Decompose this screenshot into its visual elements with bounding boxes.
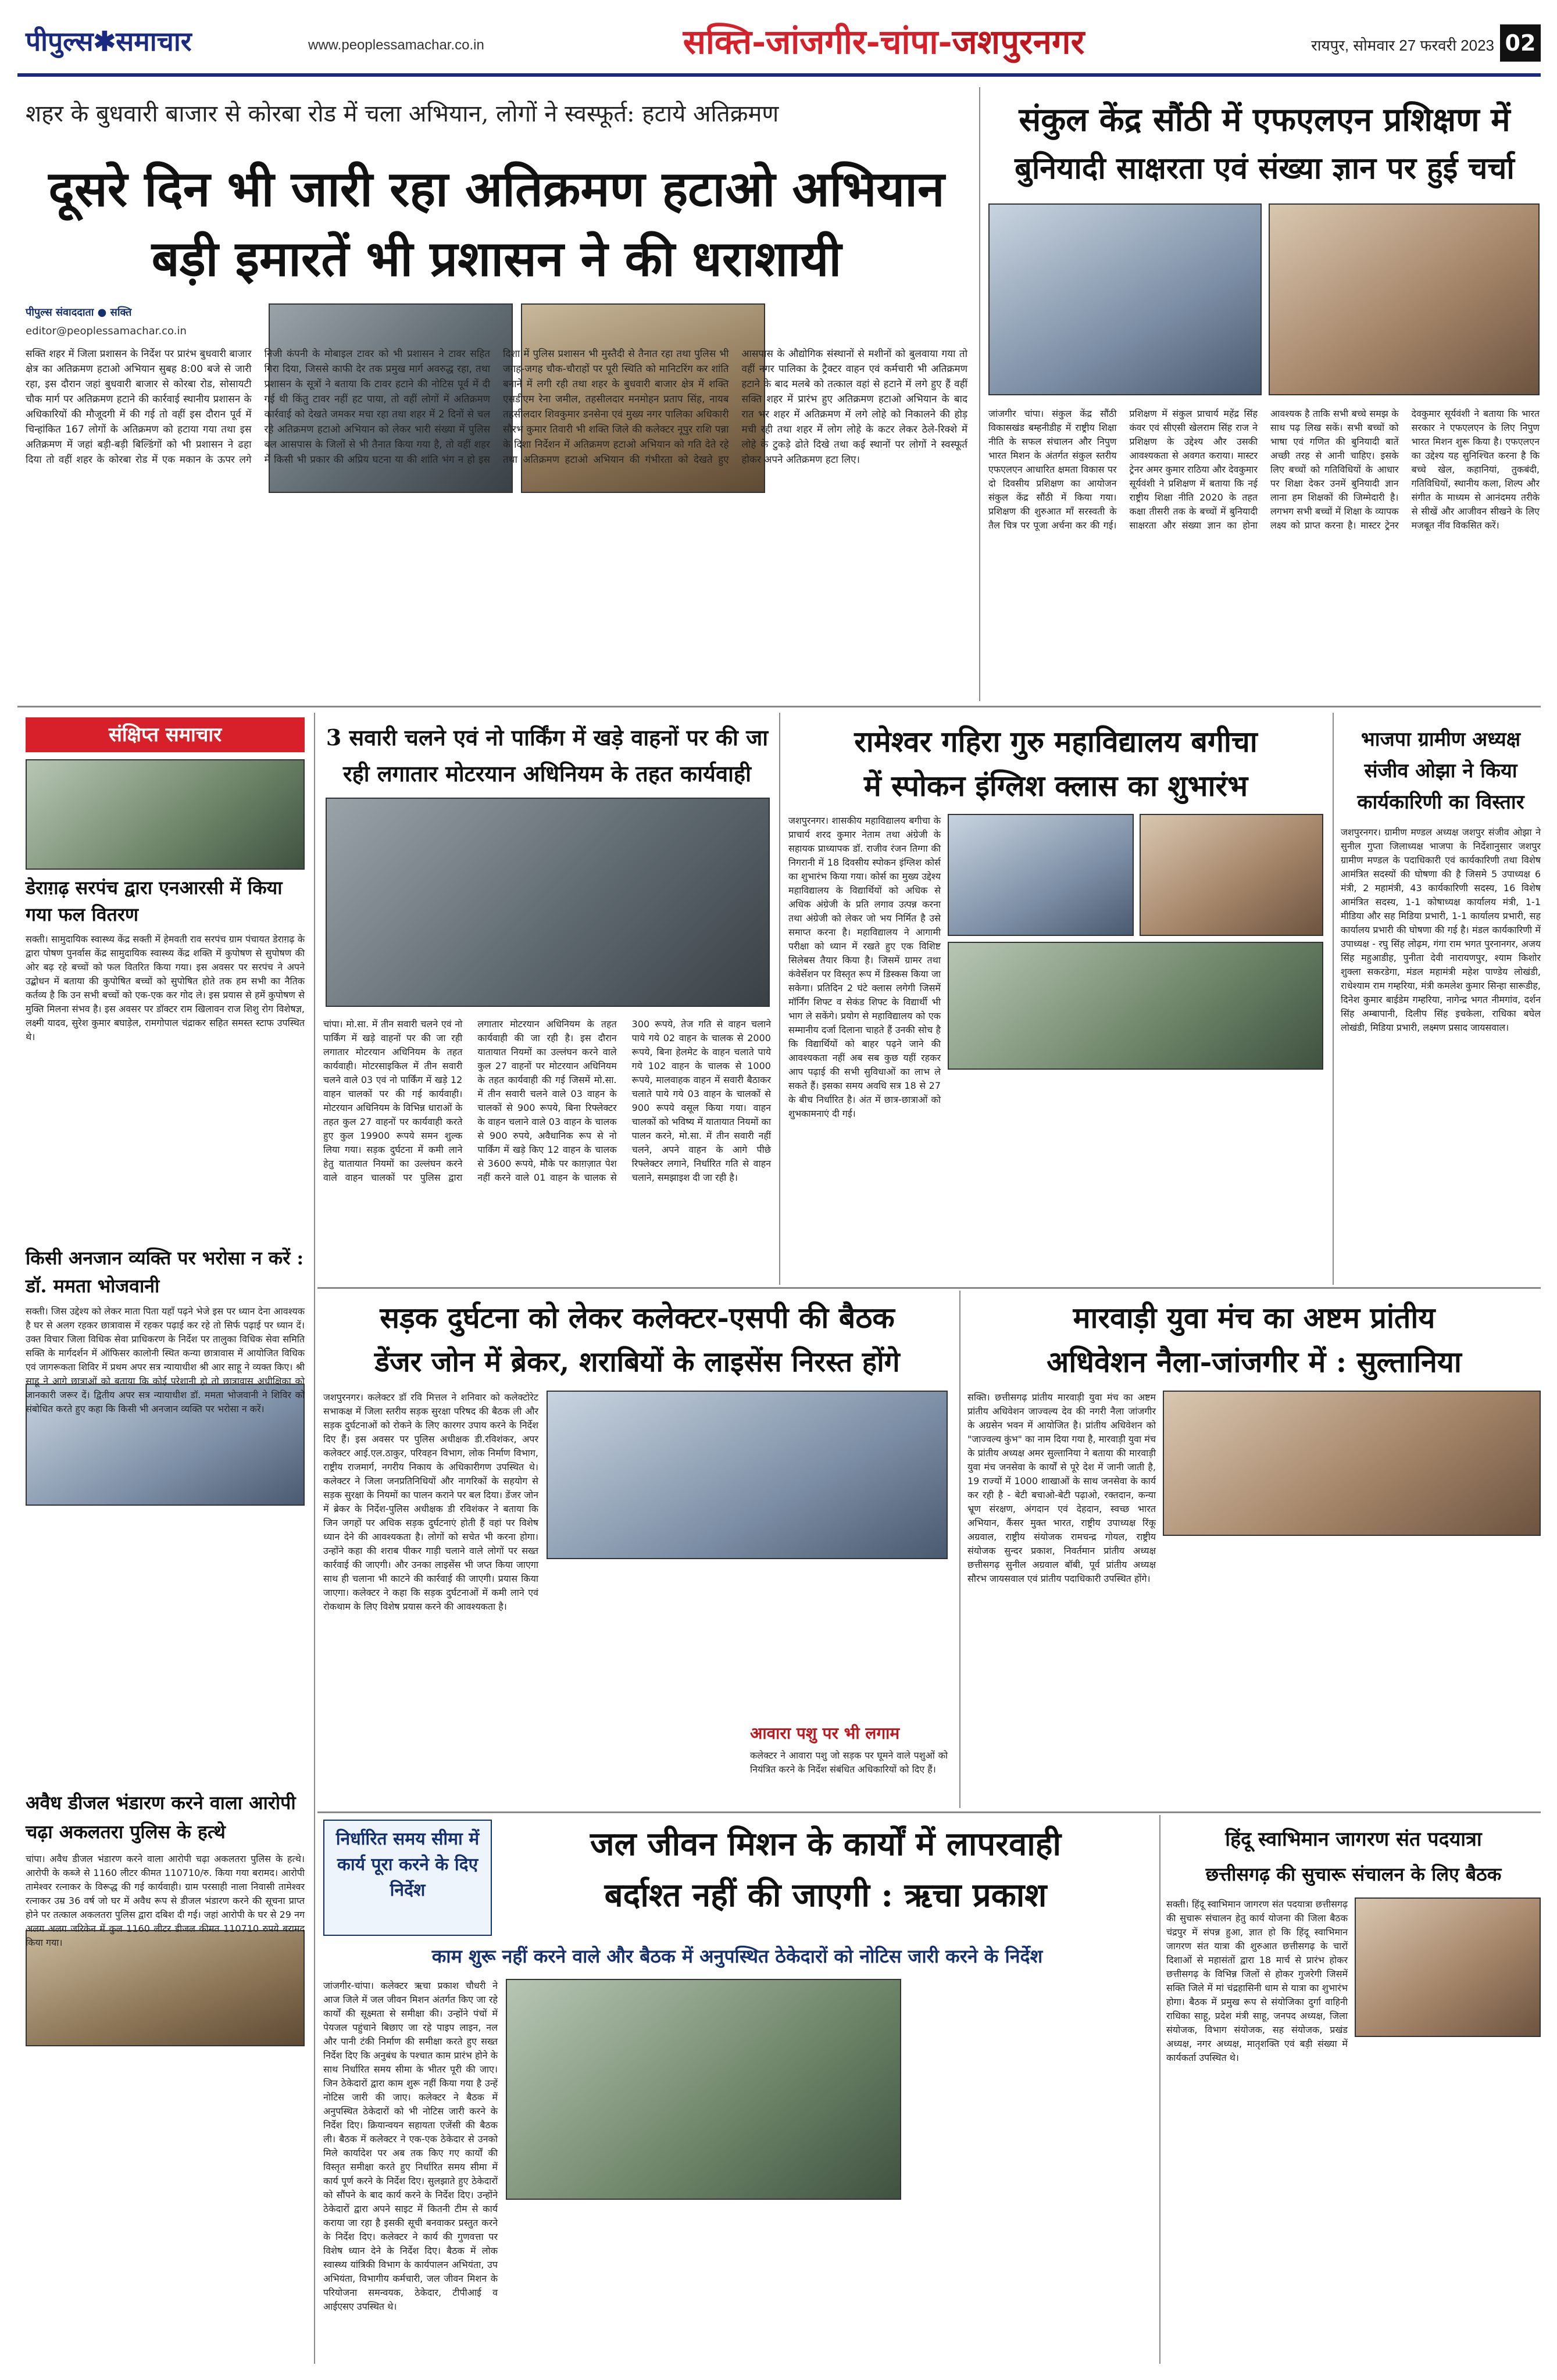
lead-body: सक्ति शहर में जिला प्रशासन के निर्देश पर प्रारंभ बुधवारी बाजार क्षेत्र का अतिक्रमण हटाओ अभियान सुबह 8:00 बजे से जारी रहा, इस दौरान जहां बुधवारी बाजार से कोरबा रोड, सोसायटी चौक मार्ग पर अतिक्रमण हटाने की कार्रवाई स्थानीय प्रशासन के अधिकारियों की मौजूदगी में की गई तो वहीं इस दौरान पूर्व में चिन्हांकित 167 लोगों के अतिक्रमण को हटाया गया तथा इस अतिक्रमण में जहां बड़ी-बड़ी बिल्डिंगों को भी प्रशासन ने ढहा दिया तो वहीं शहर के कोरबा रोड में एक मकान के ऊपर लगे निजी कंपनी के मोबाइल टावर को भी प्रशासन ने टावर सहित गिरा दिया, जिससे काफी देर तक प्रमुख मार्ग अवरुद्ध रहा, तथा प्रशासन के सूत्रों ने बताया कि टावर हटाने की नोटिस पूर्व में दी गई थी किंतु टावर नहीं हट पाया, तो वहीं लोगों में अतिक्रमण कार्रवाई को देखते जमकर मचा रहा तथा शहर में 2 दिनों से चल रहे अतिक्रमण हटाओ अभियान को लेकर भारी संख्या में पुलिस बल आसपास के जिलों से भी तैनात किया गया है, तो वहीं शहर में किसी भी प्रकार की अप्रिय घटना या की शांति भंग न हो इस दिशा में पुलिस प्रशासन भी मुस्तैदी से तैनात रहा तथा पुलिस भी जगह-जगह चौक-चौराहों पर पूरी स्थिति को मानिटरिंग कर शांति बनाने में लगी रही तथा शहर के बुधवारी बाजार क्षेत्र में शक्ति एसडीएम रेना जमील, तहसीलदार मनमोहन प्रताप सिंह, नायब तहसीलदार शिवकुमार डनसेना एवं मुख्य नगर पालिका अधिकारी सौरभ कुमार तिवारी भी शक्ति जिले की कलेक्टर नूपुर राशि पन्ना के दिशा निर्देशन में अतिक्रमण हटाओ अभियान को गति देते रहे तथा अतिक्रमण हटाओ अभियान की गंभीरता को देखते हुए आसपास के औद्योगिक संस्थानों से मशीनों को बुलवाया गया तो वहीं नगर पालिका के ट्रैक्टर वाहन एवं कर्मचारी भी अतिक्रमण हटाने के बाद मलबे को तत्काल वहां से हटाने में लगे हुए हैं वहीं सक्ति शहर में प्रारंभ हुए अतिक्रमण हटाओ अभियान के बाद रात भर शहर में अतिक्रमण में लगे लोहे को निकालने की होड़ मची रही तथा शहर में लोग लोहे के कटर लेकर ठेले-रिक्शे में लोहे के टुकड़े ढोते दिखे तथा कई स्थानों पर लोगों ने स्वस्फूर्त होकर अपने अतिक्रमण हटा लिए। [26,348,967,466]
training-headline-2: बुनियादी साक्षरता एवं संख्या ज्ञान पर हुई चर्चा [1015,151,1515,186]
masthead-rule [17,73,1541,77]
marwadi-headline-1: मारवाड़ी युवा मंच का अष्टम प्रांतीय [1073,1300,1435,1335]
traffic-headline-2: रही लगातार मोटरयान अधिनियम के तहत कार्यवाही [343,760,751,787]
college-body: जशपुरनगर। शासकीय महाविद्यालय बगीचा के प्राचार्य शरद कुमार नेताम तथा अंग्रेजी के सहायक प्राध्यापक डॉ. राजीव रंजन तिग्गा की निगरानी में 18 दिवसीय स्पोकन इंग्लिश कोर्स का शुभारंभ किया गया। कोर्स का मुख्य उद्देश्य महाविद्यालय के विद्यार्थियों को अधिक से अधिक अंग्रेजी के प्रति लगाव उत्पन्न करना तथा अंग्रेजी को लेकर जो भय निर्मित है उसे समाप्त करना है। महाविद्यालय ने आगामी परीक्षा को ध्यान में रखते हुए एक विशिष्ट सिलेबस तैयार किया है। जिसमें ग्रामर तथा कंवेर्सेशन पर विस्तृत रूप में डिस्कस किया जा सकेगा। प्रतिदिन 2 घंटे क्लास लगेगी जिसमें मॉर्निंग शिफ्ट व सेकंड शिफ्ट के विद्यार्थी भी भाग ले सकेंगे। प्रयोग से महाविद्यालय को एक सम्मानीय दर्जा दिलाना चाहते हैं उनकी सोच है कि विद्यार्थियों को बाहर पढ़ने जाने की आवश्यकता नहीं अब सब कुछ यहीं रहकर आप पढ़ाई की सभी सुविधाओं का लाभ ले सकते हैं। इसका समय अवधि सत्र 18 से 27 के बीच निर्धारित है। अंत में छात्र-छात्राओं को शुभकामनाएं दी गई। [788,815,941,1119]
hindu-headline-1: हिंदू स्वाभिमान जागरण संत पदयात्रा [1225,1828,1482,1851]
marwadi-body-cont [1163,1543,1541,1804]
bjp-body: जशपुरनगर। ग्रामीण मण्डल अध्यक्ष जशपुर संजीव ओझा ने सुनील गुप्ता जिलाध्यक्ष भाजपा के निर्देशानुसार जशपुर ग्रामीण मण्डल के पदाधिकारी एवं कार्यकारिणी तथा विशेष आमंत्रित सदस्यों की घोषणा की है जिसमे 5 उपाध्यक्ष 6 मंत्री, 2 महामंत्री, 43 कार्यकारिणी सदस्य, 16 विशेष आमंत्रित सदस्य, 1-1 कोषाध्यक्ष कार्यालय मंत्री, 1-1 मीडिया और सह मिडिया प्रभारी, 1-1 कार्यालय प्रभारी, सह कार्यालय प्रभारी की घोषणा की गई है। मंडल कार्यकारिणी में उपाध्यक्ष - रघु सिंह लोढ़म, गंगा राम भगत पुरनानगर, अजय सिंह महुआडीह, पुनीता देवी नारायणपुर, श्याम किशोर शुक्ला सकरडेगा, मंडल महामंत्री महेश पाण्डेय लोखंडी, राधेश्याम राम गम्हरिया, मंत्री कमलेश कुमार सिन्हा सारूडीह, दिनेश कुमार बाईडेम गम्हरिया, नागेन्द्र भगत नीमगांव, दर्शन सिंह अम्बापानी, दिलीप सिंह इचकेला, राधिका बघेल लोखंडी, मिडिया प्रभारी, लक्ष्मण प्रसाद जायसवाल। [1341,827,1541,1033]
newspaper-logo[interactable]: पीपुल्स✱समाचार [26,26,192,57]
road-body: जशपुरनगर। कलेक्टर डॉ रवि मित्तल ने शनिवार को कलेक्टोरेट सभाकक्ष में जिला स्तरीय सड़क सुरक्षा परिषद की बैठक ली और सड़क दुर्घटनाओं को रोकने के लिए कारगर उपाय करने के निर्देश दिए हैं। इस अवसर पर पुलिस अधीक्षक डी.रविशंकर, अपर कलेक्टर आई.एल.ठाकुर, परिवहन विभाग, लोक निर्माण विभाग, राष्ट्रीय राजमार्ग, नगरीय निकाय के अधिकारीगण उपस्थित थे। कलेक्टर ने जिला जनप्रतिनिधियों और नागरिकों के सहयोग से सड़क सुरक्षा के नियमों का पालन कराने पर बल दिया। डेंजर जोन में ब्रेकर के निर्देश-पुलिस अधीक्षक डी रविशंकर ने बताया कि जिन जगहों पर अधिक सड़क दुर्घटनाएं होती हैं वहां पर विशेष ध्यान देने की आवश्यकता है। लोगों को सचेत भी करना होगा। उन्होंने कहा की शराब पीकर गाड़ी चलाने वाले लोगों पर सख्त कार्रवाई की जाएगी। और उनका लाइसेंस भी जप्त किया जाएगा साथ ही चलाना भी काटने की कार्रवाई की जाएगी। प्रयास किया जाएगा। कलेक्टर ने कहा कि सड़क दुर्घटनाओं में कमी लाने एवं रोकथाम के लिए विशेष प्रयास करने की आवश्यकता है। [323,1392,538,1612]
road-headline-1: सड़क दुर्घटना को लेकर कलेक्टर-एसपी की बैठक [380,1300,895,1335]
brief-3-headline: अवैध डीजल भंडारण करने वाला आरोपी चढ़ा अकलतरा पुलिस के हत्थे [26,1792,296,1843]
lead-headline-2: बड़ी इमारतें भी प्रशासन ने की धराशायी [151,230,842,287]
fruit-distribution-photo [26,759,305,870]
brief-news-title: संक्षिप्त समाचार [26,717,305,752]
college-photo-1 [948,814,1134,936]
bjp-headline-1: भाजपा ग्रामीण अध्यक्ष [1360,728,1521,751]
marwadi-headline-2: अधिवेशन नैला-जांजगीर में : सुल्तानिया [1047,1345,1462,1379]
jal-body-right [910,1979,1151,2363]
marwadi-body: सक्ति। छत्तीसगढ़ प्रांतीय मारवाड़ी युवा मंच का अष्टम प्रांतीय अधिवेशन जाज्वल्य देव की नगरी नैला जांजगीर के अग्रसेन भवन में आयोजित है। प्रांतीय अधिवेशन को "जाज्वल्य कुंभ" का नाम दिया गया है, मारवाड़ी युवा मंच के प्रांतीय अध्यक्ष अमर सुल्तानिया ने बताया की मारवाड़ी युवा मंच जनसेवा के कार्यों से पूरे देश में जानी जाती है, 19 राज्यों में 1000 शाखाओं के साथ जनसेवा के कार्य कर रही है - बेटी बचाओ-बेटी पढ़ाओ, रक्तदान, कन्या भ्रूण संरक्षण, अंगदान एवं देहदान, स्वच्छ भारत अभियान, कैंसर मुक्त भारत, राष्ट्रीय उपाध्यक्ष रिंकू अग्रवाल, राष्ट्रीय संयोजक रामचन्द्र गोयल, राष्ट्रीय संयोजक सुन्दर प्रकाश, निवर्तमान प्रांतीय अध्यक्ष छत्तीसगढ़ सुनील अग्रवाल बॉबी, पूर्व प्रांतीय अध्यक्ष सौरभ जायसवाल एवं प्रांतीय पदाधिकारी उपस्थित होंगे। [967,1392,1156,1584]
lead-kicker: शहर के बुधवारी बाजार से कोरबा रोड में चला अभियान, लोगों ने स्वस्फूर्त: हटाये अतिक्रमण [26,101,779,127]
jal-deck: काम शुरू नहीं करने वाले और बैठक में अनुपस्थित ठेकेदारों को नोटिस जारी करने के निर्देश [431,1945,1043,1967]
section-divider-3 [317,1811,1541,1813]
motorcycle-photo [326,798,770,1007]
training-body: जांजगीर चांपा। संकुल केंद्र सौंठी विकासखंड बम्हनीडीह में राष्ट्रीय शिक्षा नीति के सफल संचालन और निपुण भारत मिशन के अंतर्गत संकुल स्तरीय एफएलएन आधारित क्षमता विकास पर दो दिवसीय प्रशिक्षण का आयोजन संकुल केंद्र सौंठी में किया गया। प्रशिक्षण की शुरुआत माँ सरस्वती के तैल चित्र पर पूजा अर्चना कर की गई। प्रशिक्षण में संकुल प्राचार्य महेंद्र सिंह कंवर एवं सीएसी खेलराम सिंह राज ने प्रशिक्षण के उद्देश्य और उसकी आवश्यकता से अवगत कराया। मास्टर ट्रेनर अमर कुमार राठिया और देवकुमार सूर्यवंशी ने प्रशिक्षण में बताया कि नई राष्ट्रीय शिक्षा नीति 2020 के तहत कक्षा तीसरी तक के बच्चों में बुनियादी साक्षरता और संख्या ज्ञान का होना आवश्यक है ताकि सभी बच्चे समझ के साथ पढ़ लिख सकें। सभी बच्चों को भाषा एवं गणित की बुनियादी बातें अच्छी तरह से आनी चाहिए। इसके लिए बच्चों को गतिविधियों के आधार पर शिक्षा देकर उनमें बुनियादी ज्ञान लाना हम शिक्षकों की जिम्मेदारी है। लगभग सभी बच्चों में शिक्षा के व्यापक लक्ष्य को प्राप्त करना है। मास्टर ट्रेनर देवकुमार सूर्यवंशी ने बताया कि भारत सरकार ने एफएलएन के लिए निपुण भारत मिशन शुरू किया है। एफएलएन का उद्देश्य यह सुनिश्चित करना है कि बच्चे खेल, कहानियां, तुकबंदी, गतिविधियों, स्थानीय कला, शिल्प और संगीत के माध्यम से आनंदमय तरीके से सीखें और आजीवन सीखने के लिए मजबूत नींव विकसित करें। [988,408,1540,531]
jal-headline-2: बर्दाश्त नहीं की जाएगी : ऋचा प्रकाश [604,1876,1047,1914]
hindu-body: सक्ती। हिंदू स्वाभिमान जागरण संत पदयात्रा छत्तीसगढ़ की सुचारू संचालन हेतु कार्य योजना की जिला बैठक चंद्रपुर में संपन्न हुआ, ज्ञात हो कि हिंदू स्वाभिमान जागरण संत यात्रा की शुरुआत छत्तीसगढ़ के चारों दिशाओं से महासंतों द्वारा 18 मार्च से प्रारंभ होकर छत्तीसगढ़ के विभिन्न जिलों से होकर गुजरेगी जिसमें सक्ति जिले में मां चंद्रहासिनी धाम से यात्रा का शुभारंभ होगा। बैठक में प्रमुख रूप से संयोजिका दुर्गा वाहिनी राधिका साहू, प्रदेश मंत्री साहू, जनपद अध्यक्ष, जिला संयोजक, विभाग संयोजक, सह संयोजक, प्रखंड अध्यक्ष, नगर अध्यक्ष, मातृशक्ति एवं बड़ी संख्या में कार्यकर्ता उपस्थित थे। [1166,1899,1348,2063]
marwadi-photo [1163,1391,1541,1536]
edition-title [570,17,1198,66]
college-headline-2: में स्पोकन इंग्लिश क्लास का शुभारंभ [863,769,1248,803]
college-photo-2 [1140,814,1323,936]
hindu-body-cont [1355,2044,1541,2363]
jal-body: जांजगीर-चांपा। कलेक्टर ऋचा प्रकाश चौधरी ने आज जिले में जल जीवन मिशन अंतर्गत किए जा रहे कार्यों की सूक्ष्मता से समीक्षा की। उन्होंने पंचों में पेयजल पहुंचाने बिछाए जा रहे पाइप लाइन, नल और पानी टंकी निर्माण की समीक्षा करते हुए सख्त निर्देश दिए कि अनुबंध के पश्चात काम प्रारंभ होने के साथ निर्धारित समय सीमा के भीतर पूरी की जाए। जिन ठेकेदारों द्वारा काम शुरू नहीं किया गया है उन्हें नोटिस जारी की जाए। कलेक्टर ने बैठक में अनुपस्थित ठेकेदारों को भी नोटिस जारी करने के निर्देश दिए। क्रियान्वयन सहायता एजेंसी की बैठक ली। बैठक में कलेक्टर ने एक-एक ठेकेदार से उनको मिले कार्यादेश पर अब तक किए गए कार्यों की विस्तृत समीक्षा करते हुए निर्धारित समय सीमा में कार्य पूर्ण करने के निर्देश दिए। सुलझाते हुए ठेकेदारों को सौंपने के बाद कार्य करने के निर्देश दिए। उन्होंने ठेकेदारों द्वारा अपने साइट में कितनी टीम से कार्य कराया जा रहा है इसकी सूची बनवाकर प्रस्तुत करने के निर्देश दिए। कलेक्टर ने कार्य की गुणवत्ता पर विशेष ध्यान देने के निर्देश दिए। बैठक में लोक स्वास्थ्य यांत्रिकी विभाग के कार्यपालन अभियंता, उप अभियंता, विभागीय कर्मचारी, जल जीवन मिशन के परियोजना समन्वयक, ठेकेदार, टीपीआई व आईएसए उपस्थित थे। [323,1980,498,2312]
column-divider-2 [779,713,780,1285]
traffic-headline-1: 3 सवारी चलने एवं नो पार्किंग में खड़े वाहनों पर की जा [326,724,769,751]
brief-2-body: सक्ती। जिस उद्देश्य को लेकर माता पिता यहाँ पढ़ने भेजे इस पर ध्यान देना आवश्यक है घर से अलग रहकर छात्रावास में रहकर पढ़ाई कर रहे तो सिर्फ पढ़ाई पर ध्यान दें। उक्त विचार जिला विधिक सेवा प्राधिकरण के निर्देश पर तालुका विधिक सेवा समिति सक्ति के मार्गदर्शन में ऑफिसर कालोनी स्थित कन्या छात्रावास में आयोजित विधिक एवं जागरूकता शिविर में प्रथम अपर सत्र न्यायाधीश श्री आर साहू ने व्यक्त किए। श्री साहू ने आगे छात्राओं को बताया कि कोई परेशानी हो तो छात्रावास अधीक्षिका को जानकारी जरूर दें। द्वितीय अपर सत्र न्यायाधीश डॉ. ममता भोजवानी ने शिविर को संबोधित करते हुए कहा कि किसी भी अनजान व्यक्ति पर भरोसा न करें। [26,1306,305,1414]
road-subhead: आवारा पशु पर भी लगाम [750,1724,900,1743]
bjp-headline-2: संजीव ओझा ने किया [1364,759,1517,782]
column-divider-5 [1159,1815,1160,2364]
website-url[interactable]: www.peoplessamachar.co.in [308,37,484,53]
column-divider [979,87,980,701]
training-photo-2 [1269,203,1540,395]
brief-1-body: सक्ती। सामुदायिक स्वास्थ्य केंद्र सक्ती में हेमवती राव सरपंच ग्राम पंचायत डेराग़ढ़ के द्वारा पोषण पुनर्वास केंद्र सामुदायिक स्वास्थ्य केंद्र शक्ति में कुपोषण से सुपोषण की ओर बढ़ रहे बच्चों को फल वितरित किया गया। इस अवसर पर सरपंच ने अपने उद्बोधन में बताया की कुपोषित बच्चों को सुपोषित होते तक हम सभी का नैतिक कर्तव्य है कि उन सभी बच्चों को एक-एक कर गोद ले। इस प्रयास से हमें कुपोषण से मुक्ति मिलना संभव है। इस अवसर पर डॉक्टर राम खिलावन राज शिशु रोग विशेषज्ञ, लक्ष्मी यादव, सुरेश कुमार बघाड़ेल, रामगोपाल चंद्राकर सहित समस्त स्टाफ उपस्थित थे। [26,934,305,1042]
brief-3-body: चांपा। अवैध डीजल भंडारण करने वाला आरोपी चढ़ा अकलतरा पुलिस के हत्थे। आरोपी के कब्जे से 1160 लीटर कीमत 110710/रु. किया गया बरामद। आरोपी तामेश्वर रत्नाकर के विरूद्ध की गई कार्यवाही। ग्राम परसाही नाला निवासी तामेश्वर रत्नाकर उम्र 36 वर्ष जो घर में अवैध रूप से डीजल भंडारण करने की सूचना प्राप्त होने पर तत्काल अकलतरा पुलिस द्वारा दबिश दी गई। जहां आरोपी के घर से 29 नग अलग अलग जरिकेन में कुल 1160 लीटर डीजल कीमत 110710 रुपये बरामद किया गया। [26,1853,305,1948]
training-headline-1: संकुल केंद्र सौंठी में एफएलएन प्रशिक्षण में [1019,101,1510,139]
left-column-divider [314,713,315,2364]
college-headline-1: रामेश्वर गहिरा गुरु महाविद्यालय बगीचा [854,724,1258,759]
hindu-meeting-photo [1355,1897,1541,2037]
hindu-headline-2: छत्तीसगढ़ की सुचारू संचालन के लिए बैठक [1205,1863,1502,1885]
jal-meeting-photo [506,1979,901,2200]
column-divider-4 [959,1291,960,1808]
traffic-body: चांपा। मो.सा. में तीन सवारी चलने एवं नो पार्किंग में खड़े वाहनों पर की जा रही लगातार मोटरयान अधिनियम के तहत कार्यवाही। मोटरसाइकिल में तीन सवारी चलने वाले 03 एवं नो पार्किंग में खड़े 12 वाहन चालकों पर की गई कार्यवाही। मोटरयान अधिनियम के विभिन्न धाराओं के तहत कुल 27 वाहनों पर कार्यवाही करते हुए कुल 19900 रूपये समन शुल्क लिया गया। सड़क दुर्घटना में कमी लाने हेतु यातायात नियमों का उल्लंघन करने वाले वाहन चालकों पर पुलिस द्वारा लगातार मोटरयान अधिनियम के तहत कार्यवाही की जा रही है। इस दौरान यातायात नियमों का उल्लंघन करने वाले कुल 27 वाहनों पर मोटरयान अधिनियम के तहत कार्यवाही की गई जिसमें मो.सा. में तीन सवारी चलने वाले 03 वाहन के चालकों से 900 रूपये, बिना रिफ्लेक्टर के वाहन चलाने वाले 03 वाहन के चालक से 900 रुपये, अवैधानिक रूप से नो पार्किंग में खड़े किए 12 वाहन के चालक से 3600 रूपये, मौके पर काग़ज़ात पेश नहीं करने वाले 01 वाहन के चालक से 300 रूपये, तेज गति से वाहन चलाने पाये गये 02 वाहन के चालक से 2000 रूपये, बिना हेलमेट के वाहन चलाते पाये गये 102 वाहन के चालक से 1000 रूपये, मालवाहक वाहन में सवारी बैठाकर चलाते पाये गये 03 वाहन के चालकों से 900 रूपये वसूल किया गया। वाहन चालकों को भविष्य में यातायात नियमों का पालन करने, मो.सा. में तीन सवारी नहीं चलने, अपने वाहन के आगे पीछे रिफ्लेक्टर लगाने, निर्धारित गति से वाहन चलाने, समझाइश दी जा रही है। [323,1019,771,1183]
road-headline-2: डेंजर जोन में ब्रेकर, शराबियों के लाइसेंस निरस्त होंगे [374,1346,900,1378]
road-subbody: कलेक्टर ने आवारा पशु जो सड़क पर घूमने वाले पशुओं को नियंत्रित करने के निर्देश संबंधित अधिकारियों को दिए हैं। [750,1750,948,1775]
brief-2-headline: किसी अनजान व्यक्ति पर भरोसा न करें : डॉ. ममता भोजवानी [26,1247,304,1297]
issue-date: रायपुर, सोमवार 27 फरवरी 2023 [1311,37,1494,54]
jal-body-cont [506,2207,901,2363]
brief-2-body-cont [26,1510,305,1731]
deadline-note: निर्धारित समय सीमा में कार्य पूरा करने के दिए निर्देश [335,1829,480,1900]
college-body-cont [948,1077,1323,1280]
lead-byline: पीपुल्स संवाददाता ● सक्ति [26,306,132,319]
lead-email[interactable]: editor@peoplessamachar.co.in [26,325,187,337]
edition-title-highlight: जशपुरनगर [952,22,1085,62]
collector-meeting-photo [547,1391,948,1559]
edition-title-red: सक्ति-जांजगीर-चांपा- [683,22,952,62]
page-number: 02 [1500,24,1541,62]
brief-1-headline: डेराग़ढ़ सरपंच द्वारा एनआरसी में किया गया फल वितरण [26,877,283,925]
section-divider-2 [317,1287,1541,1289]
training-photo-1 [988,203,1262,395]
column-divider-3 [1333,713,1334,1285]
brief-3-body-cont [26,2051,305,2353]
college-photo-3 [948,942,1323,1070]
jal-headline-1: जल जीवन मिशन के कार्यों में लापरवाही [590,1825,1061,1863]
lead-headline-1: दूसरे दिन भी जारी रहा अतिक्रमण हटाओ अभियान [48,160,945,217]
section-divider [17,706,1541,707]
diesel-seizure-photo [26,1930,305,2046]
bjp-headline-3: कार्यकारिणी का विस्तार [1357,791,1524,814]
